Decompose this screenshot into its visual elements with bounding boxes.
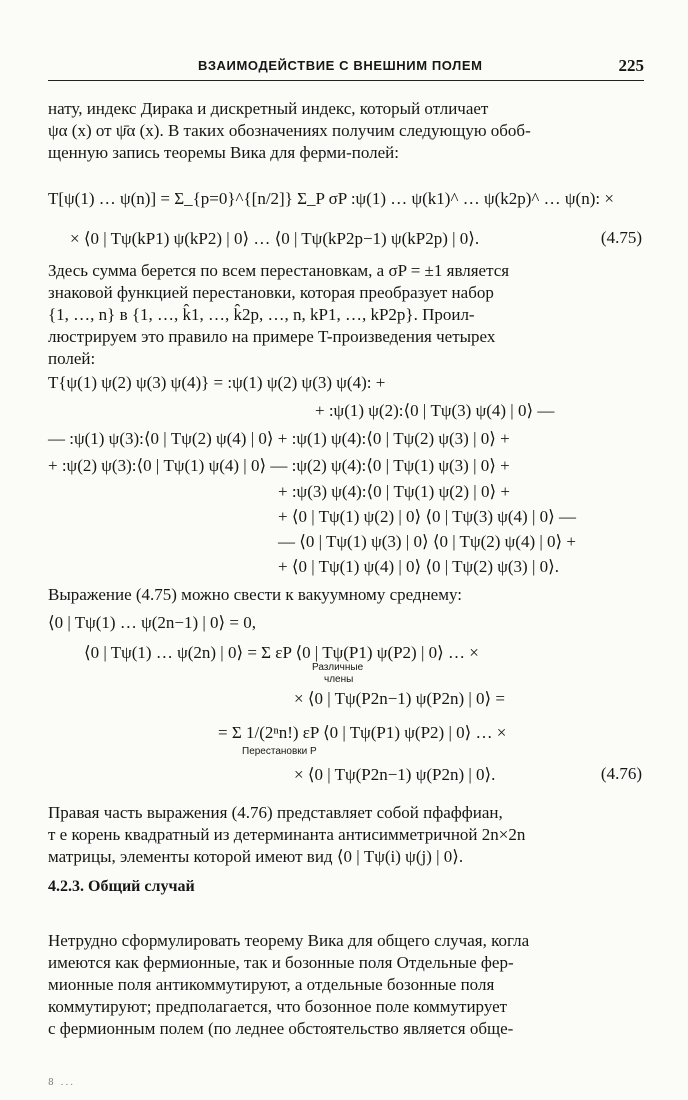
equation-line: T[ψ(1) … ψ(n)] = Σ_{p=0}^{[n/2]} Σ_P σP :ψ(1) … ψ(k1)^ … ψ(k2p)^ … ψ(n): × [48, 189, 614, 208]
equation-line: + :ψ(2) ψ(3):⟨0 | Tψ(1) ψ(4) | 0⟩ — :ψ(2) ψ(4):⟨0 | Tψ(1) ψ(3) | 0⟩ + [48, 456, 510, 475]
equation-line: + :ψ(3) ψ(4):⟨0 | Tψ(1) ψ(2) | 0⟩ + [278, 482, 510, 501]
text-line: щенную запись теоремы Вика для ферми-полей: [48, 143, 399, 162]
equation-line: + ⟨0 | Tψ(1) ψ(2) | 0⟩ ⟨0 | Tψ(3) ψ(4) | 0⟩ — [278, 507, 576, 526]
general-case-paragraph [48, 930, 642, 1040]
text-line: Выражение (4.75) можно свести к вакуумному среднему: [48, 585, 462, 604]
text-line: знаковой функцией перестановки, которая преобразует набор [48, 283, 494, 302]
equation-line: × ⟨0 | Tψ(P2n−1) ψ(P2n) | 0⟩. [294, 765, 496, 784]
equation-number: (4.76) [600, 764, 642, 783]
equation-line: — :ψ(1) ψ(3):⟨0 | Tψ(2) ψ(4) | 0⟩ + :ψ(1) ψ(4):⟨0 | Tψ(2) ψ(3) | 0⟩ + [48, 429, 510, 448]
equation-line: T{ψ(1) ψ(2) ψ(3) ψ(4)} = :ψ(1) ψ(2) ψ(3) ψ(4): + [48, 373, 386, 392]
equation-line: ⟨0 | Tψ(1) … ψ(2n−1) | 0⟩ = 0, [48, 613, 257, 632]
page-number: 225 [618, 56, 644, 75]
text-line: мионные поля антикоммутируют, а отдельные бозонные поля [48, 975, 495, 994]
equation-line: ⟨0 | Tψ(1) … ψ(2n) | 0⟩ = Σ εP ⟨0 | Tψ(P1) ψ(P2) | 0⟩ … × [84, 643, 479, 662]
text-line: люстрируем это правило на примере T-произведения четырех [48, 327, 496, 346]
signature-mark: 8 ... [48, 1078, 76, 1088]
equation-line: + ⟨0 | Tψ(1) ψ(4) | 0⟩ ⟨0 | Tψ(2) ψ(3) | 0⟩. [278, 557, 559, 576]
equation-line: = Σ 1/(2ⁿn!) εP ⟨0 | Tψ(P1) ψ(P2) | 0⟩ … × [218, 723, 507, 742]
equation-line: × ⟨0 | Tψ(kP1) ψ(kP2) | 0⟩ … ⟨0 | Tψ(kP2p−1) ψ(kP2p) | 0⟩. [70, 229, 480, 248]
text-line: нату, индекс Дирака и дискретный индекс, который отличает [48, 99, 489, 118]
text-line: т е корень квадратный из детерминанта антисимметричной 2n×2n [48, 825, 526, 844]
section-heading: 4.2.3. Общий случай [48, 878, 195, 895]
text-line: ψα (x) от ψ̄α (x). В таких обозначениях получим следующую обоб- [48, 121, 531, 140]
explanation-paragraph [48, 260, 642, 370]
text-line: Здесь сумма берется по всем перестановкам, а σP = ±1 является [48, 261, 510, 280]
text-line: имеются как фермионные, так и бозонные поля Отдельные фер- [48, 953, 514, 972]
reduction-paragraph [48, 584, 642, 606]
sum-label: члены [324, 674, 354, 685]
text-line: полей: [48, 349, 96, 368]
running-title: ВЗАИМОДЕЙСТВИЕ С ВНЕШНИМ ПОЛЕМ [198, 58, 483, 73]
text-line: Правая часть выражения (4.76) представляет собой пфаффиан, [48, 803, 503, 822]
equation-number: (4.75) [600, 228, 642, 247]
text-line: матрицы, элементы которой имеют вид ⟨0 | Tψ(i) ψ(j) | 0⟩. [48, 847, 464, 866]
sum-label: Различные [312, 662, 364, 673]
equation-line: — ⟨0 | Tψ(1) ψ(3) | 0⟩ ⟨0 | Tψ(2) ψ(4) | 0⟩ + [278, 532, 576, 551]
equation-line: + :ψ(1) ψ(2):⟨0 | Tψ(3) ψ(4) | 0⟩ — [315, 401, 555, 420]
equation-line: × ⟨0 | Tψ(P2n−1) ψ(P2n) | 0⟩ = [294, 689, 505, 708]
running-header [48, 56, 644, 81]
text-line: Нетрудно сформулировать теорему Вика для общего случая, когла [48, 931, 530, 950]
intro-paragraph [48, 98, 642, 164]
text-line: с фермионным полем (по леднее обстоятельство является обще- [48, 1019, 514, 1038]
pfaffian-paragraph [48, 802, 642, 868]
sum-label: Перестановки P [242, 746, 317, 757]
text-line: {1, …, n} в {1, …, k̂1, …, k̂2p, …, n, kP1, …, kP2p}. Проил- [48, 305, 475, 324]
text-line: коммутируют; предполагается, что бозонное поле коммутирует [48, 997, 508, 1016]
